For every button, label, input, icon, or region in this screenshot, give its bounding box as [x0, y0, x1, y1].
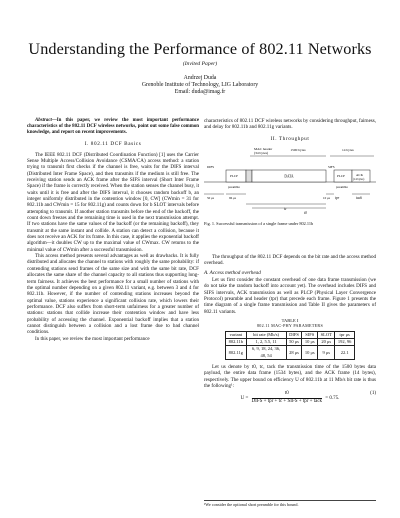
section-heading-1: I. 802.11 DCF Basics [84, 141, 142, 148]
table-cell: 1, 2, 5.5, 11 [246, 339, 286, 346]
table-caption-title: 802.11 MAC-PHY PARAMETERS [256, 323, 324, 329]
label-1500-bytes: 1500 bytes [290, 148, 306, 153]
label-preamble-2: preamble [336, 185, 348, 190]
table-row [226, 346, 355, 360]
table-header-cell: variant [226, 331, 246, 338]
paragraph-overhead: Let us first consider the constant overhead of one data frame transmission (we do not take the random backoff into account yet). The overhead includes DIFS and SIFS intervals, ACK transmission as well as PLCP (Physical Layer Convergence Protocol) preamble and header (tpr) that precede each frame. Figure 1 presents the time diagram of a single frame transmission and Table II gives the parameters of 802.11 variants. [204, 277, 376, 315]
eq-rhs: = 0.75. [325, 396, 340, 402]
label-14-bytes-top: 14 bytes [342, 148, 354, 153]
abstract-label: Abstract [35, 118, 52, 123]
table-cell: 22.1 [335, 346, 355, 360]
paragraph-advantages: This access method presents several advantages as well as drawbacks. It is fully distributed and allocates the channel to stations with roughly the same probability: if contending stations send frames of the same size and with the same bit rate, DCF allocates the same share of the channel capacity to all stations thus supporting long-term fairness. It achieves the best performance for a small number of stations with the optimal number depending on a given 802.11 variant, e.g. between 3 and 4 for 802.11b. However, if the number of contending stations increases beyond the optimal value, stations experience a significant collision rate, which lowers their performance. DCF also suffers from short-term unfairness for a greater number of stations: stations that collide increase their contention window and have less probability of accessing the channel. Exponential backoff implies that a station cannot distinguish between a collision and a lost frame due to bad channel conditions. [27, 253, 199, 336]
table-cell: 192, 96 [335, 339, 355, 346]
abstract [27, 118, 199, 136]
paper-subtitle: (Invited Paper) [182, 61, 218, 67]
timing-diagram [204, 144, 376, 216]
table-header-cell: bit rate (Mb/s) [246, 331, 286, 338]
label-sifs: SIFS [328, 165, 335, 170]
abstract-text: —In this paper, we review the most important performance characteristics of the 802.11 DCF wireless networks, point out some false common knowledge, and report on recent improvements. [27, 118, 199, 136]
table-header-cell: tpr μs [335, 331, 355, 338]
right-column [204, 118, 376, 411]
left-column [27, 118, 199, 342]
paragraph-review: In this paper, we review the most important performance [35, 335, 150, 342]
label-difs: DIFS [207, 165, 215, 170]
paragraph-continued: characteristics of 802.11 DCF wireless networks by considering throughput, fairness, and delay for 802.11b and 802.11g variants. [204, 118, 376, 131]
eq-label: (1) [370, 391, 376, 397]
label-96us: 96 μs [229, 196, 236, 201]
table-header-cell: SLOT [318, 331, 335, 338]
paper-title: Understanding the Performance of 802.11 Networks [28, 40, 372, 58]
eq-numerator: t0 [252, 391, 323, 398]
parameters-table [225, 331, 355, 360]
section-heading-2: II. Throughput [270, 135, 310, 142]
table-cell: 10 μs [302, 346, 318, 360]
table-cell: 20 μs [318, 339, 335, 346]
label-t0: t0 [304, 211, 307, 216]
author-email: Email: duda@imag.fr [174, 89, 226, 95]
footnote: ¹We consider the optional short preamble for this bound. [204, 500, 376, 507]
table-header-cell: DIFS [286, 331, 302, 338]
label-tpr: tpr [335, 196, 340, 201]
paragraph-efficiency: Let us denote by t0, tc, tack the transmission time of the 1500 bytes data payload, the entire data frame (1534 bytes), and the ACK frame (14 bytes), respectively. The upper bound on efficiency U of 802.11b at 11 Mb/s bit rate is thus the following¹: [204, 364, 376, 390]
table-header-cell: SIFS [302, 331, 318, 338]
table-cell: 9 μs [318, 346, 335, 360]
table-cell: 28 μs [286, 346, 302, 360]
label-tack: tack [356, 196, 362, 201]
table-caption-number: TABLE I [281, 318, 299, 324]
author-affiliation: Grenoble Institute of Technology, LIG Laboratory [141, 82, 259, 88]
label-ack-bytes: (14 bytes) [353, 178, 365, 182]
subsection-heading-a: A. Access method overhead [204, 269, 261, 276]
label-plcp-2: PLCP [337, 174, 345, 179]
paragraph-throughput: The throughput of the 802.11 DCF depends on the bit rate and the access method overhead. [204, 254, 376, 267]
eq-denominator: DIFS + tpr + tc + SIFS + tpr + tack [251, 398, 323, 404]
mac-header-box [246, 170, 252, 182]
label-data: DATA [284, 174, 294, 179]
label-mac-header-1: MAC header [254, 147, 273, 152]
table-row [226, 339, 355, 346]
label-ack: ACK [356, 173, 363, 178]
label-tc: tc [284, 207, 287, 212]
label-preamble-1: preamble [228, 185, 240, 190]
eq-lhs: U = [240, 396, 249, 402]
label-10us: 10 μs [323, 196, 330, 201]
eq-fraction [252, 391, 323, 405]
table-cell: 10 μs [302, 339, 318, 346]
table-cell: 802.11g [226, 346, 246, 360]
equation-1 [204, 391, 376, 405]
label-plcp: PLCP [230, 174, 238, 179]
label-50us: 50 μs [207, 196, 214, 201]
label-mac-header-2: (34 bytes) [254, 151, 269, 156]
table-cell: 50 μs [286, 339, 302, 346]
figure-frame-transmission [204, 144, 376, 254]
author-name: Andrzej Duda [183, 75, 217, 81]
paragraph-dcf-basics: The IEEE 802.11 DCF (Distributed Coordination Function) [1] uses the Carrier Sense Multiple Access/Collision Avoidance (CSMA/CA) access method: a station trying to transmit first checks if the channel is free, waits for the DIFS interval (Distributed Inter Frame Space), and then transmits if the medium is still free. The receiving station sends an ACK frame after the SIFS interval (Short Inter Frame Space) if the frame is correctly received. When the station senses the channel busy, it waits until it is free and after the DIFS interval, it chooses random backoff b, an integer uniformly distributed in the contention window [0, CW] (CWmin = 31 for 802.11b and CWmin = 15 for 802.11g) and counts down for b SLOT intervals before attempting to transmit. If another station transmits before the end of the backoff, the count down freezes and the remaining time is used in the next transmission attempt. If two stations have the same values of the backoff (or the remaining backoff), they transmit at the same instant and collide. A station can detect a collision, because it does not receive an ACK for its frame. In this case, it applies the exponential backoff algorithm—it doubles CW up to the maximal value of CWmax. CW returns to the minimal value of CWmin after a successful transmission. [27, 151, 199, 253]
table-cell: 6, 9, 18, 24, 36, 48, 54 [246, 346, 286, 360]
table-header-row [226, 331, 355, 338]
table-cell: 802.11b [226, 339, 246, 346]
figure-caption: Fig. 1. Successful transmission of a single frame under 802.11b [204, 221, 314, 227]
